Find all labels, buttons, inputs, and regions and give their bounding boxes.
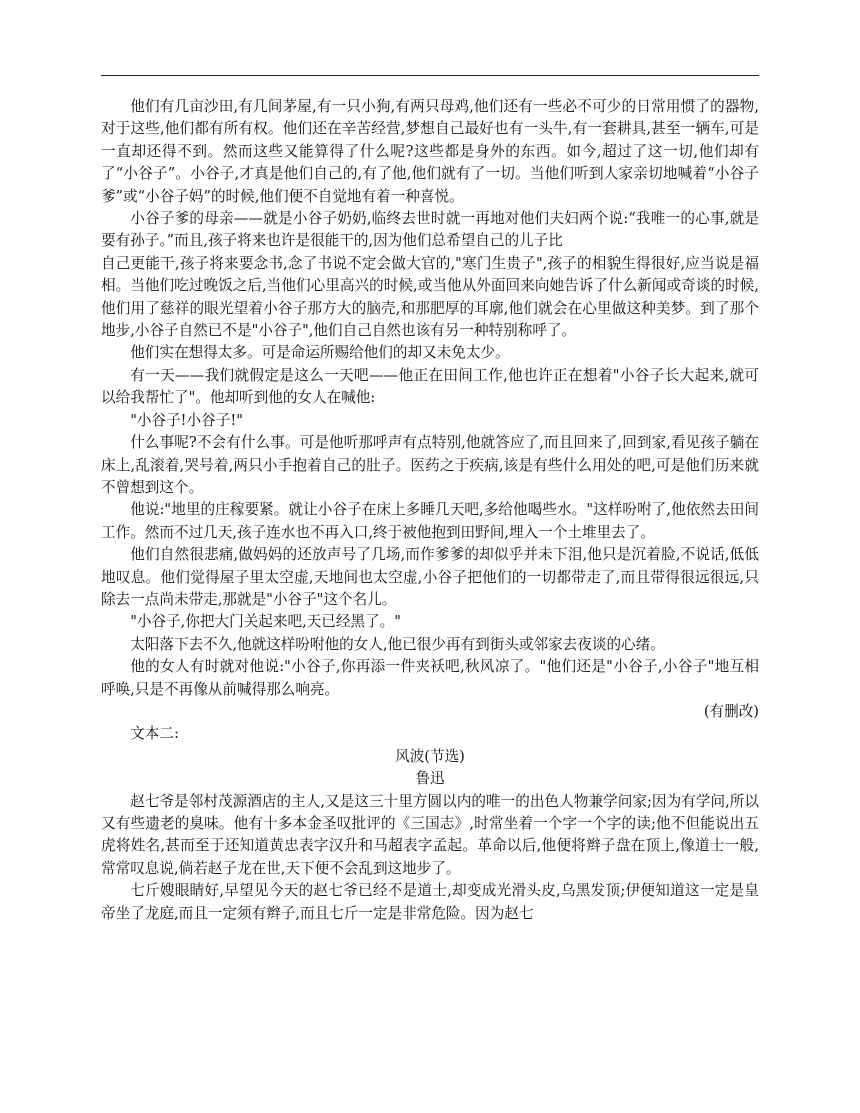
text2-paragraph: 赵七爷是邻村茂源酒店的主人,又是这三十里方圆以内的唯一的出色人物兼学问家;因为有学问,所以又有些遗老的臭味。他有十多本金圣叹批评的《三国志》,时常坐着一个字一个字的读;他不但能说出五虎将姓名,甚而至于还知道黄忠表字汉升和马超表字孟起。革命以后,他便将辫子盘在顶上,像道士一般,常常叹息说,倘若赵子龙在世,天下便不会乱到这地步了。 [101, 792, 759, 877]
text1-paragraph: 他们自然很悲痛,做妈妈的还放声号了几场,而作爹爹的却似乎并未下泪,他只是沉着脸,不说话,低低地叹息。他们觉得屋子里太空虚,天地间也太空虚,小谷子把他们的一切都带走了,而且带得很远很远,只除去一点尚未带走,那就是"小谷子"这个名儿。 [101, 546, 759, 608]
text1-paragraph: 他的女人有时就对他说:"小谷子,你再添一件夹袄吧,秋风凉了。"他们还是"小谷子,小谷子"地互相呼唤,只是不再像从前喊得那么响亮。 [101, 658, 759, 698]
text1-paragraph: "小谷子,你把大门关起来吧,天已经黑了。" [130, 613, 401, 631]
text1-paragraph: 他们有几亩沙田,有几间茅屋,有一只小狗,有两只母鸡,他们还有一些必不可少的日常用惯了的器物,对于这些,他们都有所有权。他们还在辛苦经营,梦想自己最好也有一头牛,有一套耕具,甚至一辆车,可是一直却还得不到。然而这些又能算得了什么呢?这些都是身外的东西。如今,超过了这一切,他们却有了“小谷子”。小谷子,才真是他们自己的,有了他,他们就有了一切。当他们听到人家亲切地喊着“小谷子爹”或“小谷子妈”的时候,他们便不自觉地有着一种喜悦。 [101, 98, 759, 205]
document-body [101, 96, 759, 925]
header-rule [101, 75, 759, 76]
text1-paragraph: 什么事呢?不会有什么事。可是他听那呼声有点特别,他就答应了,而且回来了,回到家,看见孩子躺在床上,乱滚着,哭号着,两只小手抱着自己的肚子。医药之于疾病,该是有些什么用处的吧,可是他们历来就不曾想到这个。 [101, 434, 759, 496]
text2-label: 文本二: [130, 725, 179, 743]
text1-paragraph: 有一天——我们就假定是这么一天吧——他正在田间工作,他也许正在想着"小谷子长大起来,就可以给我帮忙了"。他却听到他的女人在喊他: [101, 366, 759, 407]
text1-paragraph: 他说:"地里的庄稼要紧。就让小谷子在床上多睡几天吧,多给他喝些水。"这样吩咐了,他依然去田间工作。然而不过几天,孩子连水也不再入口,终于被他抱到田野间,埋入一个土堆里去了。 [101, 501, 759, 541]
text1-paragraph: 太阳落下去不久,他就这样吩咐他的女人,他已很少再有到街头或邻家去夜谈的心绪。 [130, 635, 665, 653]
text1-paragraph: "小谷子!小谷子!" [130, 411, 243, 429]
text1-paragraph: 自己更能干,孩子将来要念书,念了书说不定会做大官的,"寒门生贵子",孩子的相貌生得很好,应当说是福相。当他们吃过晚饭之后,当他们心里高兴的时候,或当他从外面回来向她告诉了什么新闻或奇谈的时候,他们用了慈祥的眼光望着小谷子那方大的脑壳,和那肥厚的耳廓,他们就会在心里做这种美梦。到了那个地步,小谷子自然已不是"小谷子",他们自己自然也该有另一种特别称呼了。 [101, 254, 759, 340]
abridged-note: (有删改) [703, 702, 759, 720]
text1-paragraph: 他们实在想得太多。可是命运所赐给他们的却又未免太少。 [130, 344, 510, 362]
text2-title: 风波(节选) [395, 747, 465, 765]
text1-paragraph: 小谷子爹的母亲——就是小谷子奶奶,临终去世时就一再地对他们夫妇两个说:“我唯一的心事,就是要有孙子。”而且,孩子将来也许是很能干的,因为他们总希望自己的儿子比 [101, 210, 759, 250]
text2-paragraph: 七斤嫂眼睛好,早望见今天的赵七爷已经不是道士,却变成光滑头皮,乌黑发顶;伊便知道这一定是皇帝坐了龙庭,而且一定须有辫子,而且七斤一定是非常危险。因为赵七 [101, 882, 759, 922]
text2-author: 鲁迅 [415, 770, 445, 788]
